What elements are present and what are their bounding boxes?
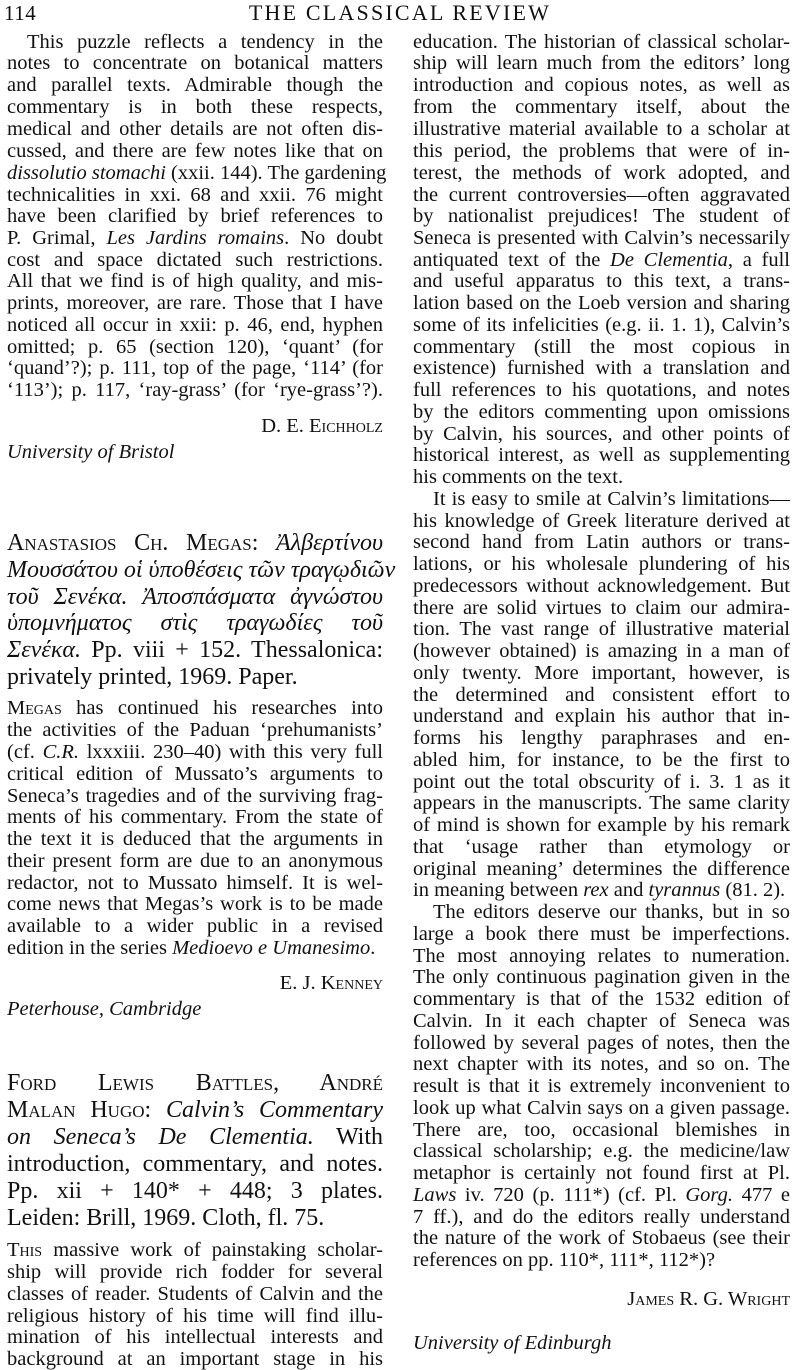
- review-heading-line: privately printed, 1969. Paper.: [7, 664, 298, 690]
- text-line: references on pp. 110*, 111*, 112*)?: [413, 1249, 716, 1271]
- text-line: the determined and consistent effort to: [413, 684, 790, 706]
- reviewer-affiliation: Peterhouse, Cambridge: [7, 998, 202, 1020]
- text-line: come news that Megas’s work is to be made: [7, 893, 383, 915]
- reviewer-name: D. E. Eichholz: [261, 415, 383, 437]
- text-line: next chapter with its notes, and so on. The: [413, 1053, 790, 1075]
- text-line: mination of his intellectual interests and: [7, 1326, 383, 1348]
- text-line: the activities of the Paduan ‘prehumanists’: [7, 719, 383, 741]
- reviewer-name: E. J. Kenney: [279, 972, 383, 994]
- text-line: (however obtained) is amazing in a man of: [413, 640, 790, 662]
- text-line: Laws iv. 720 (p. 111*) (cf. Pl. Gorg. 477 e: [413, 1184, 790, 1206]
- text-line: prints, moreover, are rare. Those that I have: [7, 292, 383, 314]
- text-line: ship will learn much from the editors’ long: [413, 52, 790, 74]
- text-line: look up what Calvin says on a given passage.: [413, 1097, 790, 1119]
- review-heading-line: Leiden: Brill, 1969. Cloth, fl. 75.: [7, 1205, 325, 1231]
- text-line: his comments on the text.: [413, 466, 624, 488]
- text-line: their present form are due to an anonymous: [7, 850, 383, 872]
- text-line: tion. The vast range of illustrative material: [413, 618, 790, 640]
- text-line: notes to concentrate on botanical matters: [7, 52, 383, 74]
- text-line: Seneca is presented with Calvin’s necessarily: [413, 227, 790, 249]
- text-line: introduction and copious notes, as well as: [413, 74, 790, 96]
- text-line: the nature of the work of Stobaeus (see their: [413, 1227, 790, 1249]
- text-line: original meaning’ determines the difference: [413, 858, 790, 880]
- book-author: Malan Hugo:: [7, 1097, 152, 1123]
- text-line: (cf. C.R. lxxxiii. 230–40) with this very full: [7, 741, 383, 763]
- book-title: Calvin’s Commentary: [165, 1097, 383, 1123]
- text-line: some of its infelicities (e.g. ii. 1. 1), Calvin’s: [413, 314, 790, 336]
- review-heading-line: ὑπομνήματος στὶς τραγωδίες τοῦ: [7, 610, 383, 636]
- text-line: metaphor is certainly not found first at Pl.: [413, 1162, 790, 1184]
- text-line: the current controversies—often aggravated: [413, 184, 790, 206]
- text-line: there are solid virtues to claim our admira-: [413, 597, 790, 619]
- text-line: available to a wider public in a revised: [7, 915, 383, 937]
- text-line: redactor, not to Mussato himself. It is wel-: [7, 872, 383, 894]
- text-line: cost and space dictated such restrictions.: [7, 249, 383, 271]
- text-line: noticed all occur in xxii: p. 46, end, hyphen: [7, 314, 383, 336]
- text-line: Megas has continued his researches into: [7, 697, 383, 719]
- text-line: ments of his commentary. From the state of: [7, 806, 383, 828]
- review-heading-line: Anastasios Ch. Megas: Ἀλβερτίνου: [7, 530, 383, 556]
- text-line: and parallel texts. Admirable though the: [7, 74, 383, 96]
- text-line: predecessors without acknowledgement. But: [413, 575, 790, 597]
- text-line: from the commentary itself, about the: [413, 96, 790, 118]
- text-line: only twenty. More important, however, is: [413, 662, 790, 684]
- text-line: classes of reader. Students of Calvin and the: [7, 1283, 383, 1305]
- text-line: This massive work of painstaking scholar-: [7, 1239, 383, 1261]
- text-line: ‘quand’?); p. 111, top of the page, ‘114’ (for: [7, 357, 383, 379]
- text-line: Seneca’s tragedies and of the surviving frag-: [7, 785, 383, 807]
- text-line: second hand from Latin authors or trans-: [413, 531, 790, 553]
- text-line: dissolutio stomachi (xxii. 144). The gardening: [7, 162, 387, 184]
- text-line: commentary is that of the 1532 edition of: [413, 988, 790, 1010]
- text-line: commentary is in both these respects,: [7, 96, 383, 118]
- text-line: result is that it is extremely inconvenient to: [413, 1075, 790, 1097]
- text-line: by the editors commenting upon omissions: [413, 401, 790, 423]
- text-line: All that we find is of high quality, and mis-: [7, 270, 383, 292]
- text-line: point out the total obscurity of i. 3. 1 as it: [413, 771, 790, 793]
- review-heading-line: Μουσσάτου οἱ ὑποθέσεις τῶν τραγῳδιῶν: [7, 557, 396, 583]
- text-line: illustrative material available to a scholar at: [413, 118, 790, 140]
- text-line: medical and other details are not often dis-: [7, 118, 383, 140]
- text-line: lations, or his wholesale plundering of his: [413, 553, 790, 575]
- text-line: edition in the series Medioevo e Umanesimo.: [7, 937, 376, 959]
- review-heading-line: Ford Lewis Battles, André: [7, 1070, 383, 1096]
- italic-title: Les Jardins romains: [106, 227, 285, 249]
- page-number: 114: [4, 1, 37, 25]
- text-line: This puzzle reflects a tendency in the: [27, 31, 383, 53]
- text-line: lation based on the Loeb version and sharing: [413, 292, 790, 314]
- text-line: have been clarified by brief references to: [7, 205, 383, 227]
- text-line: 7 ff.), and do the editors really understand: [413, 1206, 790, 1228]
- text-line: followed by several pages of notes, then the: [413, 1032, 790, 1054]
- text-line: full references to his quotations, and notes: [413, 379, 790, 401]
- text-line: There are, too, occasional blemishes in: [413, 1119, 790, 1141]
- book-author: Anastasios Ch. Megas:: [7, 530, 259, 556]
- text-line: technicalities in xxi. 68 and xxii. 76 might: [7, 184, 383, 206]
- text-line: existence) furnished with a translation and: [413, 357, 790, 379]
- text-line: that ‘usage rather than etymology or: [413, 836, 790, 858]
- text-line: large a book there must be imperfections.: [413, 923, 790, 945]
- text-line: cussed, and there are few notes like that on: [7, 140, 383, 162]
- text-line: historical interest, as well as supplementing: [413, 444, 790, 466]
- text-line: in meaning between rex and tyrannus (81. 2).: [413, 879, 786, 901]
- text-line: P. Grimal, Les Jardins romains. No doubt: [7, 227, 383, 249]
- book-title: on Seneca’s De Clementia.: [7, 1124, 314, 1150]
- text-line: ‘113’); p. 117, ‘ray-grass’ (for ‘rye-grass’?).: [7, 379, 383, 401]
- review-heading-line: introduction, commentary, and notes.: [7, 1151, 383, 1177]
- text-line: by nationalist prejudices! The student of: [413, 205, 790, 227]
- italic-title: dissolutio stomachi: [7, 162, 166, 184]
- text-line: commentary (still the most copious in: [413, 336, 790, 358]
- text-line: omitted; p. 65 (section 120), ‘quant’ (for: [7, 336, 383, 358]
- text-line: It is easy to smile at Calvin’s limitations—: [433, 488, 790, 510]
- reviewer-affiliation: University of Bristol: [7, 441, 175, 463]
- text-line: education. The historian of classical scholar-: [413, 31, 790, 53]
- text-line: this period, the problems that were of in-: [413, 140, 790, 162]
- text-line: abled him, for instance, to be the first to: [413, 749, 790, 771]
- text-line: classical scholarship; e.g. the medicine/law: [413, 1140, 790, 1162]
- journal-title: THE CLASSICAL REVIEW: [248, 0, 552, 25]
- reviewer-name: James R. G. Wright: [627, 1288, 790, 1310]
- text-line: The most annoying relates to numeration.: [413, 945, 790, 967]
- text-line: antiquated text of the De Clementia, a full: [413, 249, 791, 271]
- review-heading-line: Pp. xii + 140* + 448; 3 plates.: [7, 1178, 383, 1204]
- text-line: by Calvin, his sources, and other points of: [413, 423, 790, 445]
- running-head: [0, 0, 800, 30]
- text-line: ship will provide rich fodder for several: [7, 1261, 383, 1283]
- text-line: his knowledge of Greek literature derived at: [413, 510, 790, 532]
- text-line: critical edition of Mussato’s arguments to: [7, 763, 383, 785]
- text-line: understand and explain his author that in-: [413, 705, 790, 727]
- text-line: appears in the manuscripts. The same clarity: [413, 792, 790, 814]
- review-heading-line: τοῦ Σενέκα. Ἀποσπάσματα ἀγνώστου: [7, 584, 383, 610]
- text-line: the text it is deduced that the arguments in: [7, 828, 383, 850]
- text-line: The editors deserve our thanks, but in so: [433, 901, 790, 923]
- review-heading-line: [7, 1097, 383, 1123]
- review-heading-line: Σενέκα. Pp. viii + 152. Thessalonica:: [7, 637, 383, 663]
- text-line: religious history of his time will find illu-: [7, 1305, 383, 1327]
- text-line: background at an important stage in his: [7, 1348, 383, 1370]
- review-heading-line: on Seneca’s De Clementia. With: [7, 1124, 383, 1150]
- text-line: terest, the methods of work adopted, and: [413, 162, 790, 184]
- text-line: The only continuous pagination given in the: [413, 966, 790, 988]
- reviewer-affiliation: University of Edinburgh: [413, 1332, 612, 1354]
- text-line: and useful apparatus to this text, a trans-: [413, 270, 790, 292]
- text-line: of mind is shown for example by his remark: [413, 814, 790, 836]
- text-line: Calvin. In it each chapter of Seneca was: [413, 1010, 790, 1032]
- text-line: forms his lengthy paraphrases and en-: [413, 727, 790, 749]
